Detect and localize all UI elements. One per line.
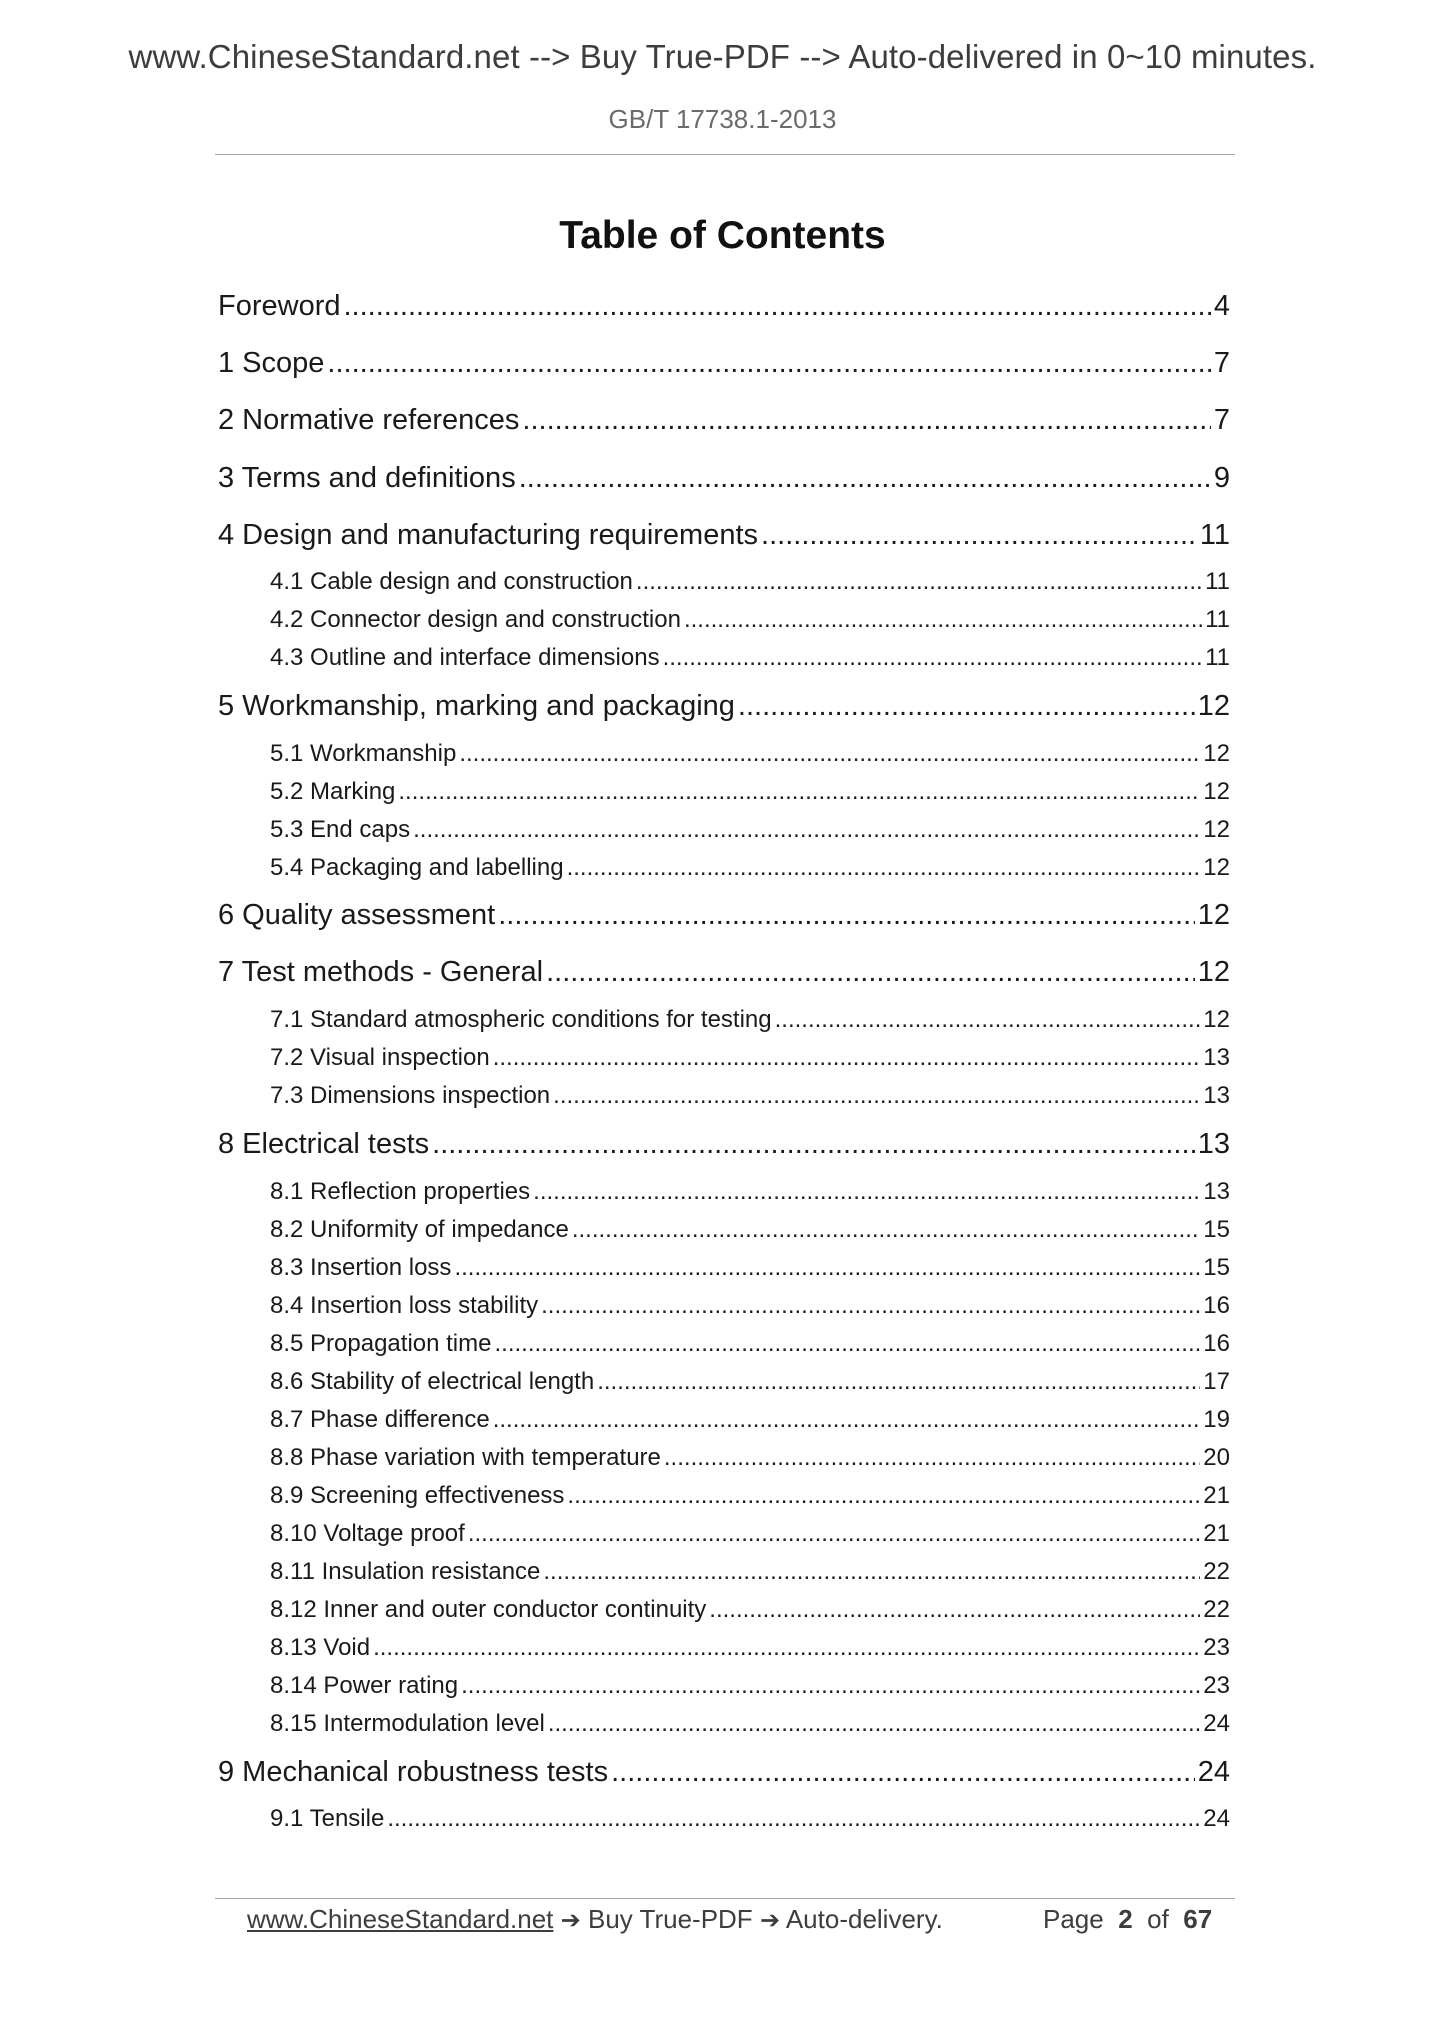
toc-dot-leader bbox=[738, 690, 1195, 723]
toc-entry-label: 9 Mechanical robustness tests bbox=[218, 1756, 609, 1788]
toc-entry-label: 3 Terms and definitions bbox=[218, 462, 516, 494]
toc-dot-leader bbox=[553, 1082, 1200, 1110]
toc-entry[interactable] bbox=[218, 690, 1230, 728]
toc-dot-leader bbox=[468, 1520, 1200, 1548]
toc-entry[interactable] bbox=[270, 1444, 1230, 1476]
footer-buy-text: Buy True-PDF bbox=[587, 1904, 753, 1934]
toc-dot-leader bbox=[572, 1216, 1200, 1244]
toc-entry-label: 4.3 Outline and interface dimensions bbox=[270, 644, 660, 671]
toc-entry-page: 11 bbox=[1205, 644, 1230, 671]
toc-entry-page: 23 bbox=[1203, 1672, 1230, 1699]
footer-divider bbox=[215, 1898, 1235, 1899]
toc-entry-label: 4.1 Cable design and construction bbox=[270, 568, 633, 595]
toc-entry-label: 8 Electrical tests bbox=[218, 1128, 430, 1160]
page-number bbox=[1043, 1904, 1212, 1935]
toc-entry-label: 7 Test methods - General bbox=[218, 956, 544, 988]
toc-entry-page: 4 bbox=[1213, 290, 1230, 322]
toc-entry-page: 22 bbox=[1203, 1558, 1230, 1585]
toc-entry-label: Foreword bbox=[218, 290, 341, 322]
toc-dot-leader bbox=[498, 899, 1195, 932]
toc-entry-label: 8.10 Voltage proof bbox=[270, 1520, 465, 1547]
toc-dot-leader bbox=[775, 1006, 1201, 1034]
toc-entry[interactable] bbox=[270, 816, 1230, 848]
toc-entry[interactable] bbox=[270, 1082, 1230, 1114]
toc-entry-label: 8.5 Propagation time bbox=[270, 1330, 492, 1357]
toc-dot-leader bbox=[522, 404, 1210, 437]
toc-dot-leader bbox=[541, 1292, 1200, 1320]
toc-entry-page: 12 bbox=[1197, 956, 1230, 988]
toc-entry[interactable] bbox=[218, 404, 1230, 442]
page-title: Table of Contents bbox=[559, 214, 886, 257]
toc-entry[interactable] bbox=[270, 1216, 1230, 1248]
toc-entry[interactable] bbox=[270, 1254, 1230, 1286]
toc-dot-leader bbox=[543, 1558, 1200, 1586]
toc-entry-label: 8.6 Stability of electrical length bbox=[270, 1368, 595, 1395]
toc-dot-leader bbox=[398, 778, 1200, 806]
toc-entry[interactable] bbox=[270, 1006, 1230, 1038]
toc-entry-page: 12 bbox=[1203, 854, 1230, 881]
toc-dot-leader bbox=[546, 956, 1195, 989]
toc-entry-page: 11 bbox=[1205, 568, 1230, 595]
toc-dot-leader bbox=[493, 1406, 1201, 1434]
toc-entry-page: 13 bbox=[1203, 1082, 1230, 1109]
toc-entry-label: 5.1 Workmanship bbox=[270, 740, 457, 767]
toc-dot-leader bbox=[663, 644, 1203, 672]
toc-entry-label: 8.11 Insulation resistance bbox=[270, 1558, 541, 1585]
toc-entry-label: 8.7 Phase difference bbox=[270, 1406, 490, 1433]
page-word: Page bbox=[1043, 1904, 1104, 1934]
toc-entry-label: 8.8 Phase variation with temperature bbox=[270, 1444, 661, 1471]
toc-entry-page: 12 bbox=[1197, 899, 1230, 931]
toc-entry-page: 15 bbox=[1203, 1254, 1230, 1281]
toc-entry-label: 8.9 Screening effectiveness bbox=[270, 1482, 565, 1509]
toc-entry-page: 12 bbox=[1197, 690, 1230, 722]
toc-entry-label: 4.2 Connector design and construction bbox=[270, 606, 681, 633]
top-banner: www.ChineseStandard.net --> Buy True-PDF --> Auto-delivered in 0~10 minutes. bbox=[128, 38, 1317, 75]
toc-dot-leader bbox=[432, 1128, 1195, 1161]
toc-entry[interactable] bbox=[270, 1292, 1230, 1324]
footer-site-link[interactable]: www.ChineseStandard.net bbox=[247, 1904, 554, 1934]
toc-dot-leader bbox=[567, 1482, 1200, 1510]
toc-entry[interactable] bbox=[270, 644, 1230, 676]
toc-entry-page: 16 bbox=[1203, 1292, 1230, 1319]
toc-entry-label: 8.3 Insertion loss bbox=[270, 1254, 452, 1281]
document-code: GB/T 17738.1-2013 bbox=[608, 104, 837, 134]
toc-dot-leader bbox=[709, 1596, 1200, 1624]
right-arrow-icon: ➔ bbox=[560, 1907, 581, 1934]
toc-dot-leader bbox=[761, 519, 1197, 552]
toc-dot-leader bbox=[567, 854, 1201, 882]
page-total: 67 bbox=[1183, 1904, 1213, 1934]
toc-entry[interactable] bbox=[270, 1368, 1230, 1400]
toc-entry-page: 7 bbox=[1213, 404, 1230, 436]
toc-entry-label: 8.15 Intermodulation level bbox=[270, 1710, 545, 1737]
toc-entry[interactable] bbox=[270, 1330, 1230, 1362]
toc-entry[interactable] bbox=[218, 956, 1230, 994]
toc-entry-label: 5 Workmanship, marking and packaging bbox=[218, 690, 735, 722]
page-current: 2 bbox=[1118, 1904, 1133, 1934]
toc-dot-leader bbox=[519, 462, 1211, 495]
toc-entry-page: 12 bbox=[1203, 778, 1230, 805]
toc-entry-label: 2 Normative references bbox=[218, 404, 520, 436]
toc-entry[interactable] bbox=[218, 1756, 1230, 1794]
toc-entry-page: 13 bbox=[1203, 1178, 1230, 1205]
toc-dot-leader bbox=[387, 1805, 1200, 1833]
toc-dot-leader bbox=[461, 1672, 1200, 1700]
toc-entry[interactable] bbox=[218, 462, 1230, 500]
toc-entry[interactable] bbox=[270, 1596, 1230, 1628]
toc-entry-label: 1 Scope bbox=[218, 347, 325, 379]
toc-entry-label: 5.4 Packaging and labelling bbox=[270, 854, 564, 881]
toc-dot-leader bbox=[611, 1756, 1195, 1789]
toc-entry-label: 8.1 Reflection properties bbox=[270, 1178, 531, 1205]
toc-entry[interactable] bbox=[270, 606, 1230, 638]
toc-entry[interactable] bbox=[270, 1406, 1230, 1438]
toc-entry-label: 5.3 End caps bbox=[270, 816, 411, 843]
toc-entry-label: 9.1 Tensile bbox=[270, 1805, 385, 1832]
toc-entry[interactable] bbox=[270, 1672, 1230, 1704]
toc-dot-leader bbox=[454, 1254, 1200, 1282]
toc-entry[interactable] bbox=[270, 1805, 1230, 1837]
header-divider bbox=[215, 154, 1235, 155]
toc-entry-label: 8.13 Void bbox=[270, 1634, 371, 1661]
toc-entry[interactable] bbox=[270, 1044, 1230, 1076]
toc-entry-label: 7.3 Dimensions inspection bbox=[270, 1082, 551, 1109]
toc-entry-page: 13 bbox=[1203, 1044, 1230, 1071]
toc-entry-page: 11 bbox=[1199, 519, 1230, 551]
toc-entry-page: 24 bbox=[1203, 1710, 1230, 1737]
toc-dot-leader bbox=[548, 1710, 1200, 1738]
toc-entry[interactable] bbox=[270, 778, 1230, 810]
toc-entry[interactable] bbox=[218, 519, 1230, 557]
toc-entry-page: 9 bbox=[1213, 462, 1230, 494]
toc-entry-page: 17 bbox=[1203, 1368, 1230, 1395]
toc-dot-leader bbox=[413, 816, 1200, 844]
toc-entry-page: 12 bbox=[1203, 816, 1230, 843]
toc-dot-leader bbox=[459, 740, 1200, 768]
toc-entry-page: 21 bbox=[1203, 1520, 1230, 1547]
toc-entry-page: 15 bbox=[1203, 1216, 1230, 1243]
toc-entry-label: 5.2 Marking bbox=[270, 778, 396, 805]
toc-dot-leader bbox=[597, 1368, 1200, 1396]
toc-entry[interactable] bbox=[270, 1178, 1230, 1210]
toc-entry-label: 8.2 Uniformity of impedance bbox=[270, 1216, 569, 1243]
toc-entry[interactable] bbox=[270, 1482, 1230, 1514]
toc-entry[interactable] bbox=[270, 568, 1230, 600]
toc-entry-page: 11 bbox=[1205, 606, 1230, 633]
toc-entry[interactable] bbox=[218, 290, 1230, 328]
toc-entry-label: 8.4 Insertion loss stability bbox=[270, 1292, 539, 1319]
toc-entry-page: 24 bbox=[1203, 1805, 1230, 1832]
right-arrow-icon: ➔ bbox=[759, 1907, 781, 1934]
toc-entry[interactable] bbox=[218, 1128, 1230, 1166]
toc-entry-page: 23 bbox=[1203, 1634, 1230, 1661]
page-of: of bbox=[1147, 1904, 1169, 1934]
toc-entry[interactable] bbox=[270, 1634, 1230, 1666]
toc-entry-page: 12 bbox=[1203, 740, 1230, 767]
toc-entry-label: 7.1 Standard atmospheric conditions for testing bbox=[270, 1006, 772, 1033]
toc-dot-leader bbox=[494, 1330, 1200, 1358]
toc-entry[interactable] bbox=[270, 1520, 1230, 1552]
toc-entry-page: 19 bbox=[1203, 1406, 1230, 1433]
toc-entry[interactable] bbox=[218, 899, 1230, 937]
toc-entry-page: 12 bbox=[1203, 1006, 1230, 1033]
toc-entry-page: 7 bbox=[1213, 347, 1230, 379]
toc-entry[interactable] bbox=[270, 1710, 1230, 1742]
toc-entry-label: 4 Design and manufacturing requirements bbox=[218, 519, 759, 551]
toc-dot-leader bbox=[636, 568, 1202, 596]
toc-dot-leader bbox=[327, 347, 1210, 380]
toc-entry[interactable] bbox=[270, 1558, 1230, 1590]
toc-entry-page: 16 bbox=[1203, 1330, 1230, 1357]
toc-entry[interactable] bbox=[270, 740, 1230, 772]
toc-entry-page: 20 bbox=[1203, 1444, 1230, 1471]
toc-entry-page: 13 bbox=[1197, 1128, 1230, 1160]
toc-entry-page: 21 bbox=[1203, 1482, 1230, 1509]
toc-dot-leader bbox=[664, 1444, 1200, 1472]
toc-entry-label: 6 Quality assessment bbox=[218, 899, 496, 931]
toc-entry-label: 8.14 Power rating bbox=[270, 1672, 459, 1699]
toc-dot-leader bbox=[493, 1044, 1201, 1072]
toc-dot-leader bbox=[684, 606, 1202, 634]
toc-entry-label: 7.2 Visual inspection bbox=[270, 1044, 490, 1071]
toc-entry-page: 24 bbox=[1197, 1756, 1230, 1788]
toc-entry-label: 8.12 Inner and outer conductor continuity bbox=[270, 1596, 707, 1623]
toc-entry[interactable] bbox=[270, 854, 1230, 886]
toc-dot-leader bbox=[533, 1178, 1200, 1206]
footer-delivery-text: Auto-delivery. bbox=[785, 1904, 943, 1934]
toc-dot-leader bbox=[373, 1634, 1200, 1662]
toc-entry-page: 22 bbox=[1203, 1596, 1230, 1623]
toc-entry[interactable] bbox=[218, 347, 1230, 385]
footer-links bbox=[247, 1904, 943, 1935]
toc-dot-leader bbox=[344, 290, 1211, 323]
